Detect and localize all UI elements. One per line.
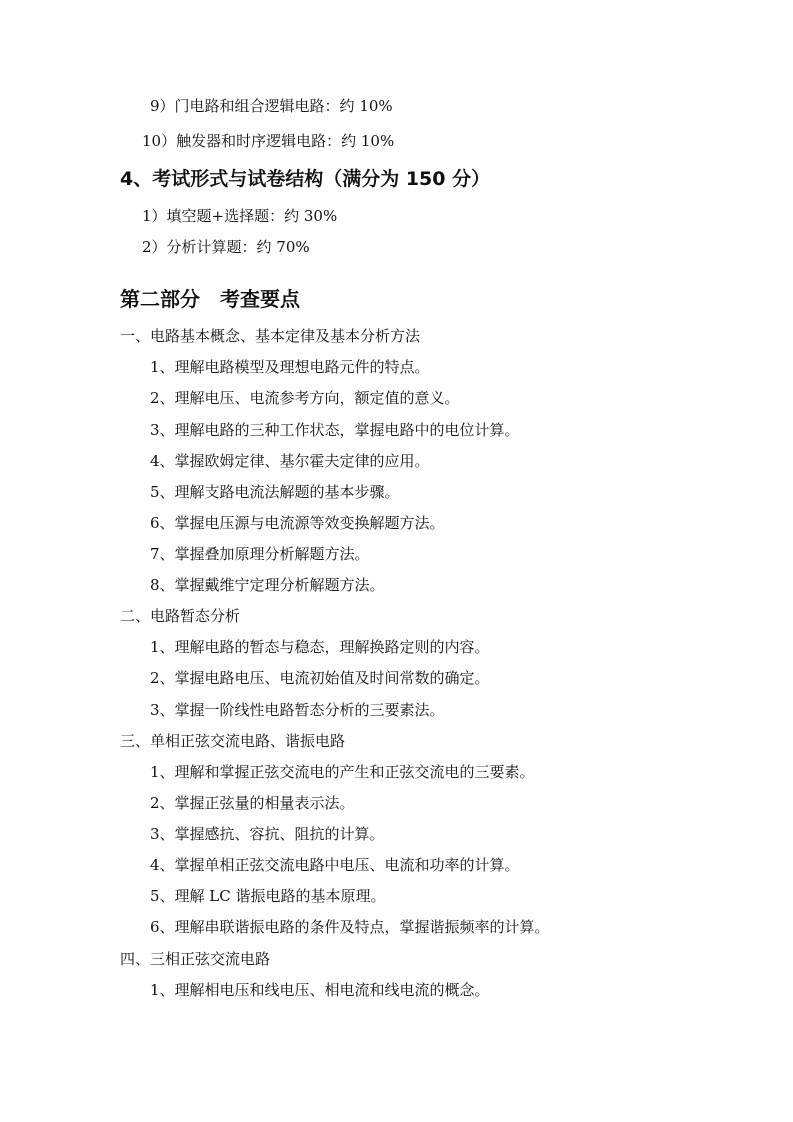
list-item: 3、掌握一阶线性电路暂态分析的三要素法。 (150, 701, 445, 719)
exam-item: 1）填空题+选择题：约 30% (142, 207, 338, 225)
list-item: 6、掌握电压源与电流源等效变换解题方法。 (150, 514, 445, 532)
list-item: 1、理解电路的暂态与稳态，理解换路定则的内容。 (150, 638, 490, 656)
exam-item: 2）分析计算题：约 70% (142, 238, 310, 256)
list-item: 7、掌握叠加原理分析解题方法。 (150, 545, 370, 563)
list-item: 4、掌握单相正弦交流电路中电压、电流和功率的计算。 (150, 856, 520, 874)
list-item: 5、理解 LC 谐振电路的基本原理。 (150, 887, 386, 905)
list-item: 8、掌握戴维宁定理分析解题方法。 (150, 576, 385, 594)
list-item: 6、理解串联谐振电路的条件及特点，掌握谐振频率的计算。 (150, 918, 550, 936)
section-title: 一、电路基本概念、基本定律及基本分析方法 (120, 327, 421, 345)
list-item: 2、掌握正弦量的相量表示法。 (150, 794, 355, 812)
list-item: 1、理解和掌握正弦交流电的产生和正弦交流电的三要素。 (150, 763, 535, 781)
part-heading: 第二部分 考查要点 (120, 287, 300, 311)
list-item: 3、掌握感抗、容抗、阻抗的计算。 (150, 825, 385, 843)
section-title: 四、三相正弦交流电路 (120, 950, 271, 968)
list-item: 5、理解支路电流法解题的基本步骤。 (150, 483, 400, 501)
section-title: 三、单相正弦交流电路、谐振电路 (120, 732, 346, 750)
list-item: 2、掌握电路电压、电流初始值及时间常数的确定。 (150, 669, 490, 687)
list-item: 1、理解电路模型及理想电路元件的特点。 (150, 358, 430, 376)
continuation-item: 9）门电路和组合逻辑电路：约 10% (150, 97, 393, 115)
list-item: 2、理解电压、电流参考方向，额定值的意义。 (150, 389, 460, 407)
section-title: 二、电路暂态分析 (120, 607, 241, 625)
exam-format-heading: 4、考试形式与试卷结构（满分为 150 分） (120, 168, 491, 190)
continuation-item: 10）触发器和时序逻辑电路：约 10% (142, 132, 395, 150)
list-item: 1、理解相电压和线电压、相电流和线电流的概念。 (150, 981, 490, 999)
list-item: 3、理解电路的三种工作状态，掌握电路中的电位计算。 (150, 421, 520, 439)
list-item: 4、掌握欧姆定律、基尔霍夫定律的应用。 (150, 452, 430, 470)
